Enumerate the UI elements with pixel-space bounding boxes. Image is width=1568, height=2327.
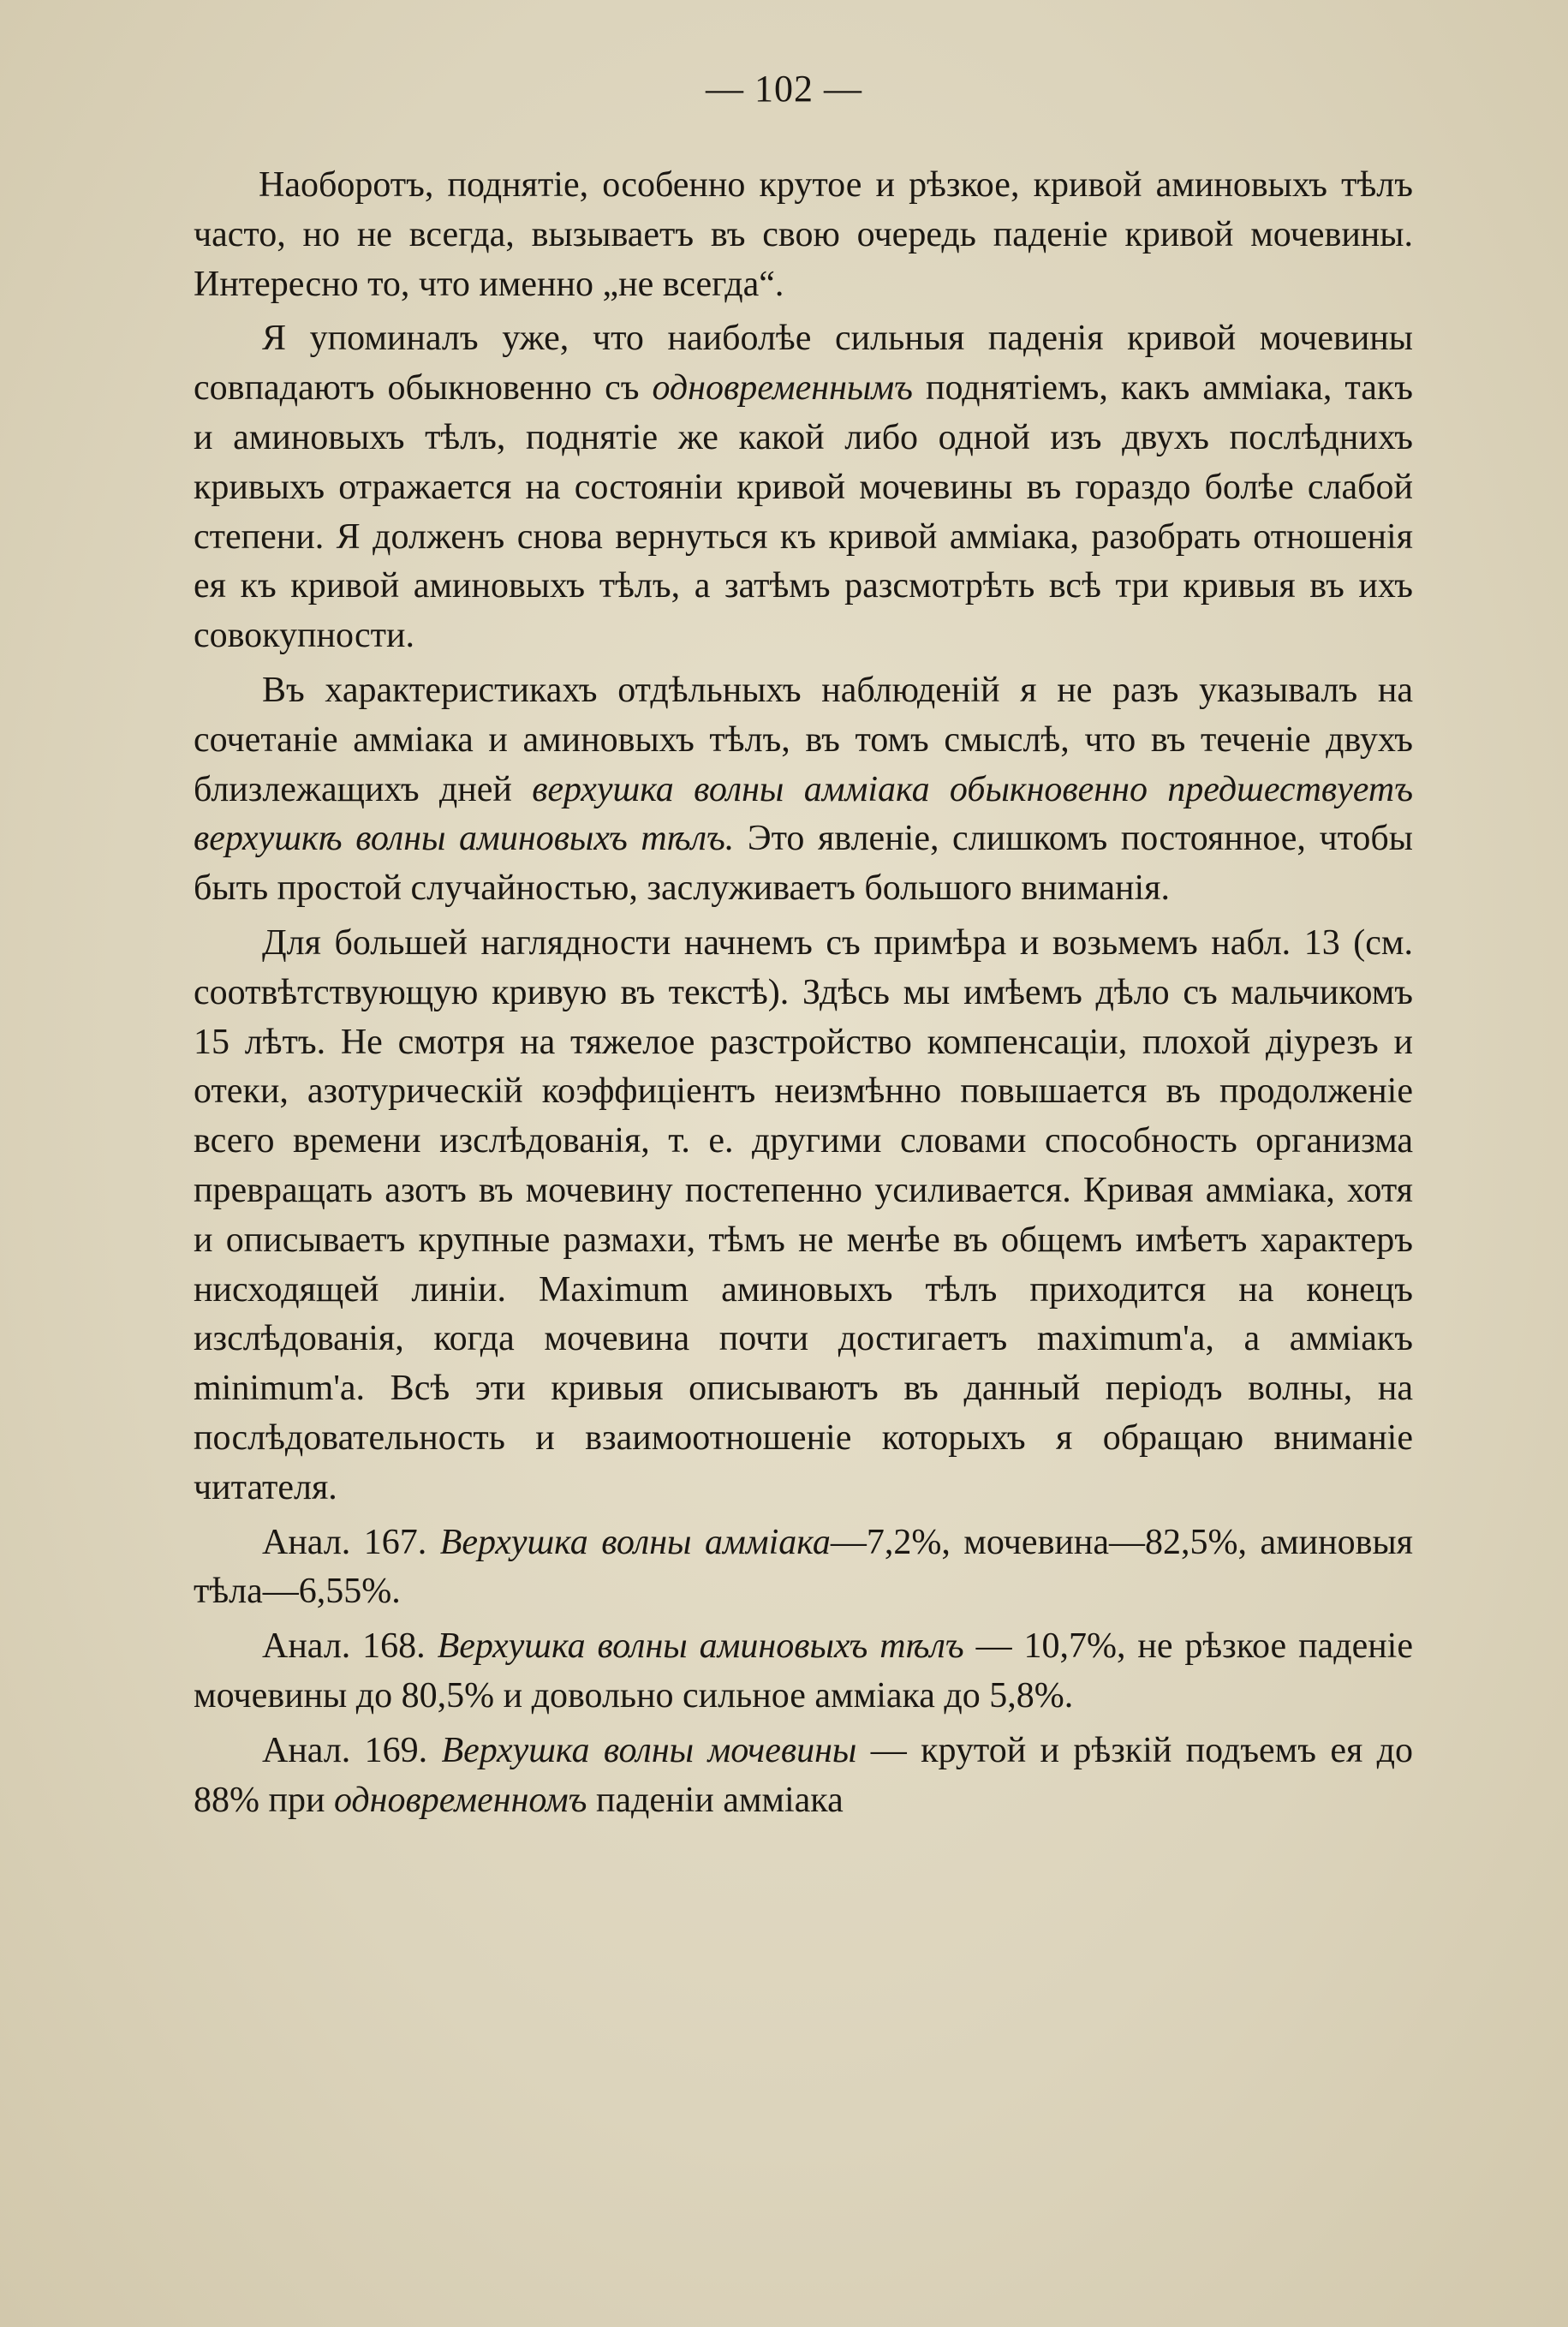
analysis-169-text-cont: паденіи амміака: [587, 1780, 844, 1820]
analysis-169-label: Анал. 169.: [262, 1730, 442, 1770]
paragraph-2-italic: одновременнымъ: [652, 368, 913, 409]
analysis-167-italic: Верхушка волны амміака: [439, 1522, 831, 1562]
paragraph-3-text: Въ характеристикахъ отдѣльныхъ наблюденій я не разъ указывалъ на сочетаніе амміака и аминовыхъ тѣлъ, въ томъ смыслѣ, что въ теченіе двухъ близлежащихъ дней: [194, 670, 1413, 809]
paragraph-3-text-cont: Это явленіе, слишкомъ постоянное, чтобы быть простой случайностью, заслуживаетъ большого вниманія.: [194, 819, 1413, 909]
paragraph-2-text-cont: поднятіемъ, какъ амміака, такъ и аминовыхъ тѣлъ, поднятіе же какой либо одной изъ двухъ послѣднихъ кривыхъ отражается на состояніи кривой мочевины въ гораздо болѣе слабой степени. Я долженъ снова вернуться къ кривой амміака, разобрать отношенія ея къ кривой аминовыхъ тѣлъ, а затѣмъ разсмотрѣть всѣ три кривыя въ ихъ совокупности.: [194, 368, 1413, 656]
analysis-168-text: — 10,7%, не рѣзкое паденіе мочевины до 80,5% и довольно сильное амміака до 5,8%.: [194, 1626, 1413, 1715]
analysis-169-italic: Верхушка волны мочевины: [441, 1730, 857, 1770]
analysis-168-label: Анал. 168.: [262, 1626, 438, 1667]
body-text: [194, 161, 1413, 1830]
analysis-167-text: —7,2%, мочевина—82,5%, аминовыя тѣла—6,55%.: [194, 1522, 1413, 1612]
paragraph-3-italic: верхушка волны амміака обыкновенно предшествуетъ верхушкѣ волны аминовыхъ тѣлъ.: [194, 769, 1413, 859]
paragraph-2-text: Я упоминалъ уже, что наиболѣе сильныя паденія кривой мочевины совпадаютъ обыкновенно съ: [194, 319, 1413, 409]
analysis-167-label: Анал. 167.: [262, 1522, 440, 1562]
analysis-168: [194, 1622, 1413, 1721]
paragraph-3: [194, 666, 1413, 914]
paragraph-4: Для большей наглядности начнемъ съ примѣра и возьмемъ набл. 13 (см. соотвѣтствующую кривую въ текстѣ). Здѣсь мы имѣемъ дѣло съ мальчикомъ 15 лѣтъ. Не смотря на тяжелое разстройство компенсаціи, плохой діурезъ и отеки, азотурическій коэффиціентъ неизмѣнно повышается въ продолженіе всего времени изслѣдованія, т. е. другими словами способность организма превращать азотъ въ мочевину постепенно усиливается. Кривая амміака, хотя и описываетъ крупные размахи, тѣмъ не менѣе въ общемъ имѣетъ характеръ нисходящей линіи. Maximum аминовыхъ тѣлъ приходится на конецъ изслѣдованія, когда мочевина почти достигаетъ maximum'a, а амміакъ minimum'a. Всѣ эти кривыя описываютъ въ данный періодъ волны, на послѣдовательность и взаимоотношеніе которыхъ я обращаю вниманіе читателя.: [194, 922, 1413, 1507]
paragraph-2: [194, 314, 1413, 661]
analysis-169-text: — крутой и рѣзкій подъемъ ея до 88% при: [194, 1730, 1414, 1820]
analysis-169-italic-2: одновременномъ: [333, 1780, 587, 1820]
paragraph-1: Наоборотъ, поднятіе, особенно крутое и рѣзкое, кривой аминовыхъ тѣлъ часто, но не всегда, вызываетъ въ свою очередь паденіе кривой мочевины. Интересно то, что именно „не всегда“.: [194, 165, 1413, 304]
page-number: — 102 —: [706, 68, 862, 110]
analysis-169: [194, 1727, 1413, 1826]
analysis-167: [194, 1519, 1413, 1618]
analysis-168-italic: Верхушка волны аминовыхъ тѣлъ: [437, 1626, 964, 1667]
